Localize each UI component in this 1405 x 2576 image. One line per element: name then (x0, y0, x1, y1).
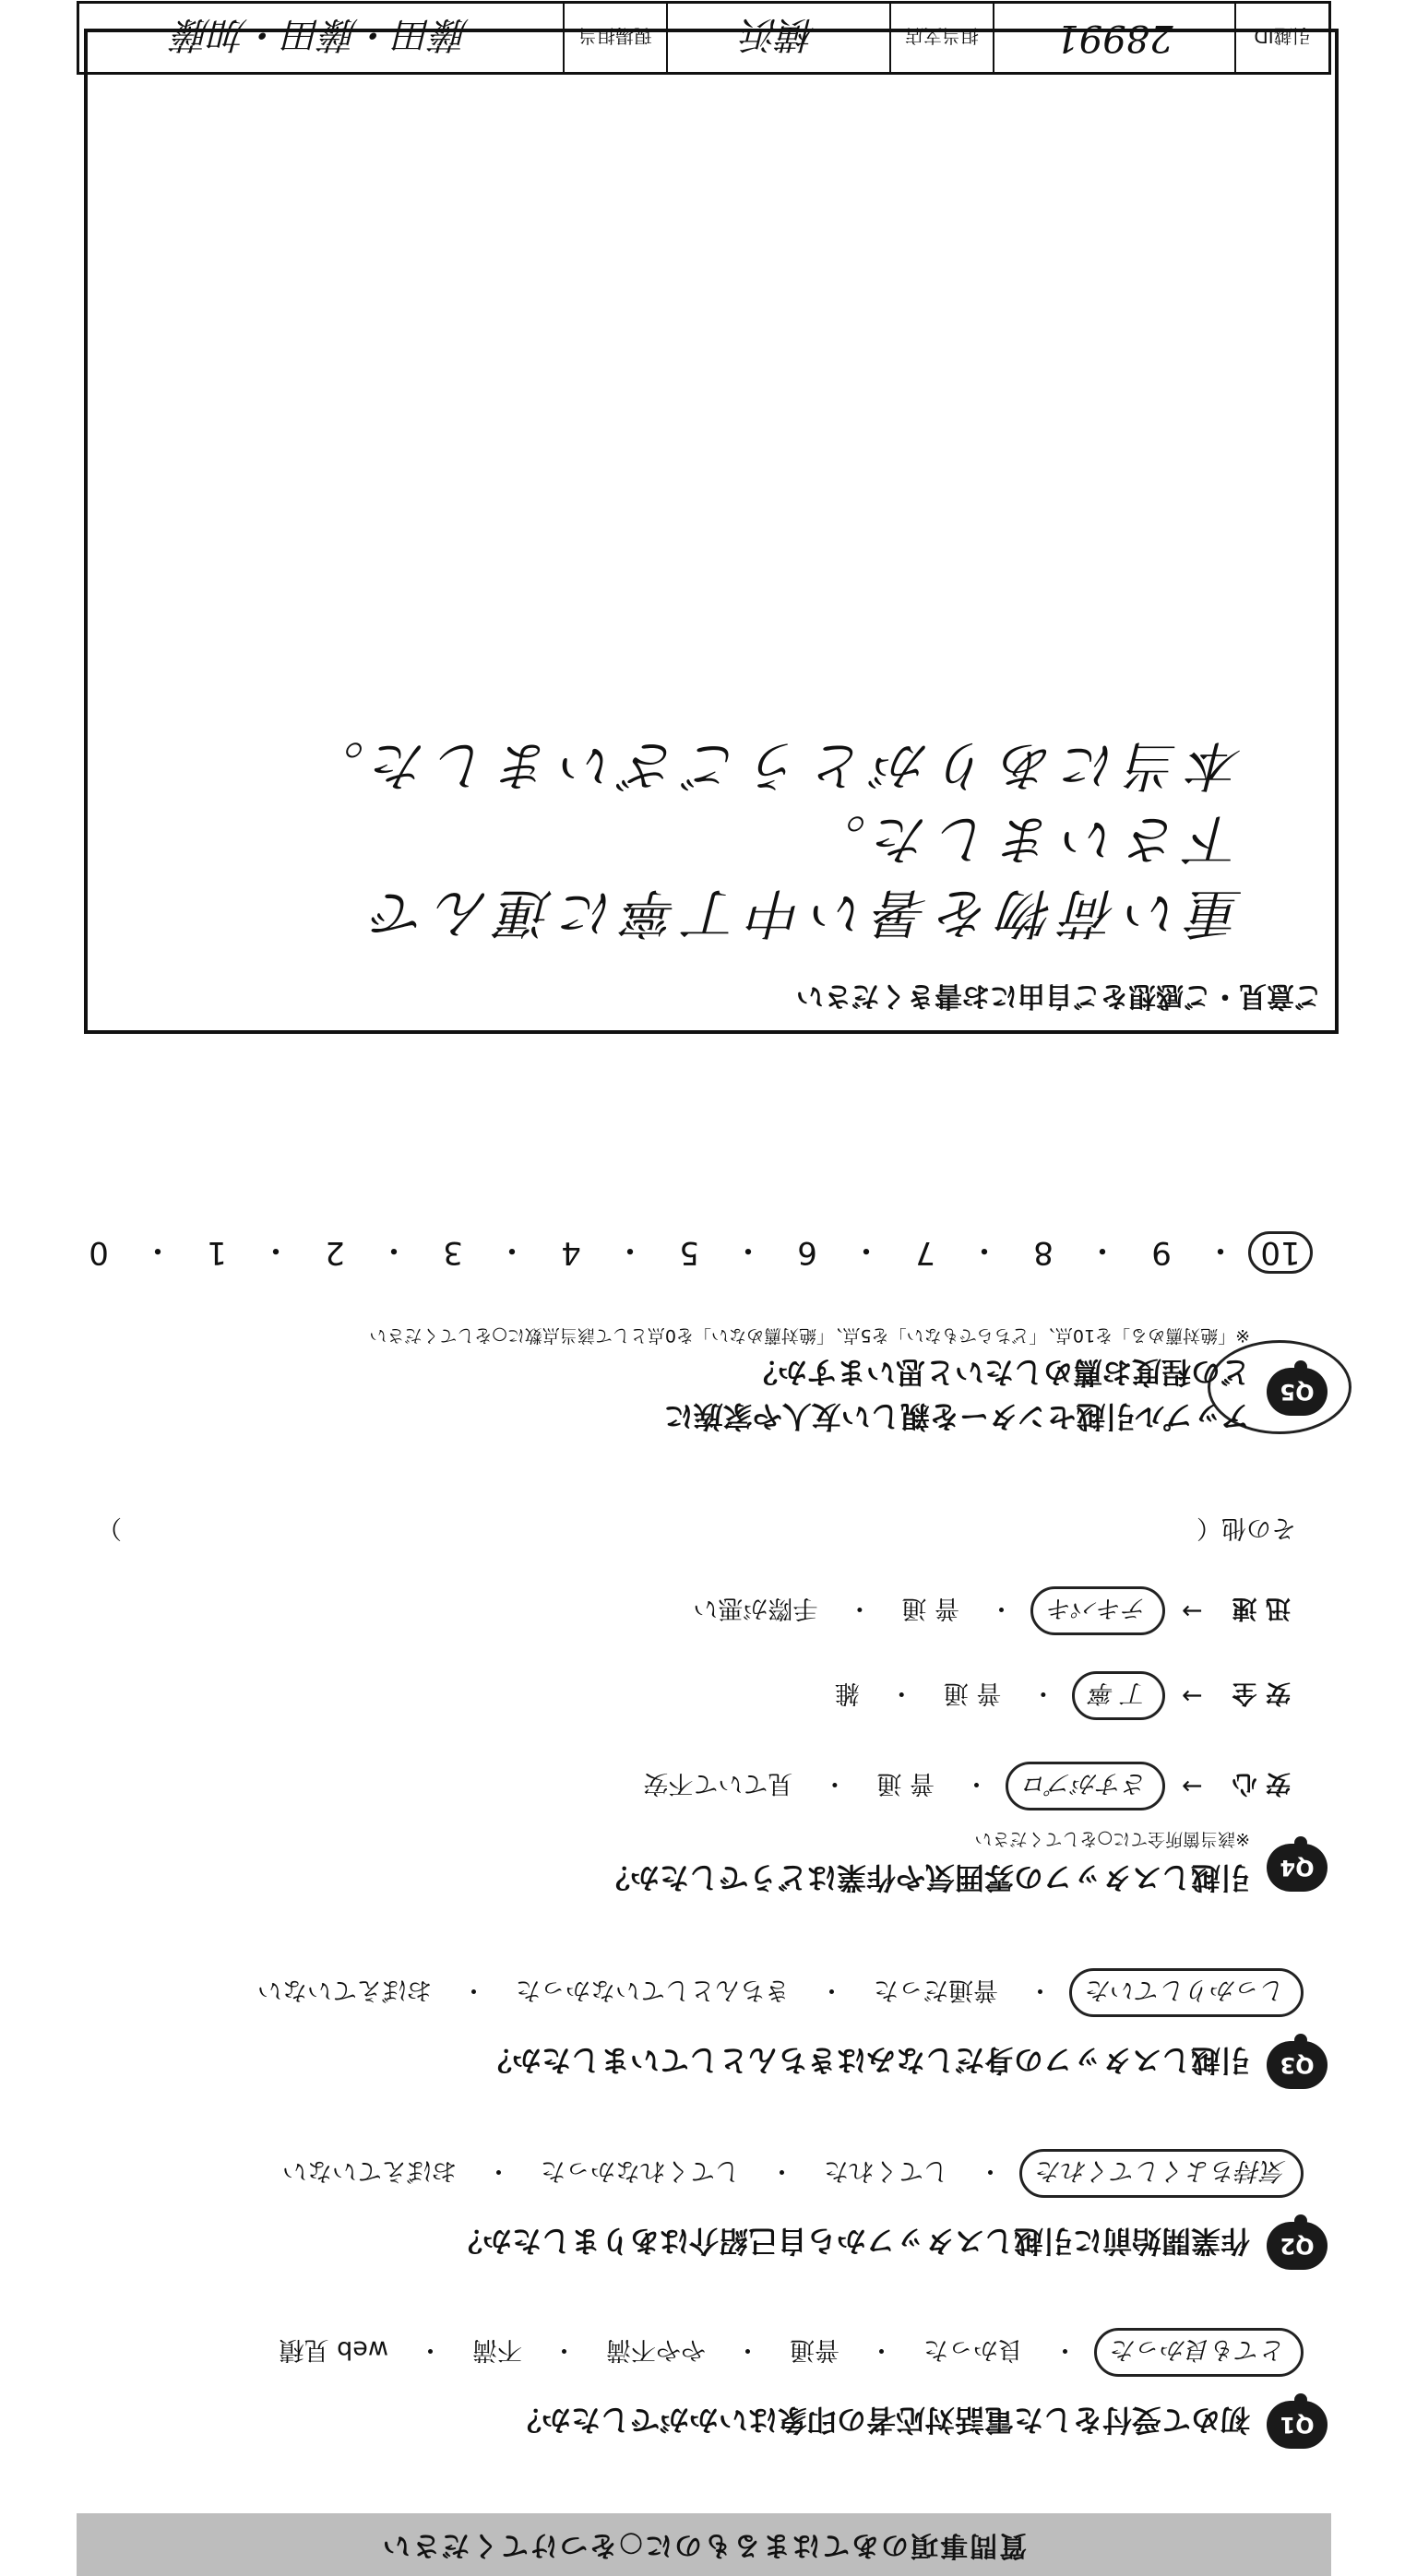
q1-option[interactable]: とても良かった (1094, 2328, 1304, 2377)
q2-option[interactable]: おぼえていない (282, 2156, 457, 2185)
q5-badge: Q5 (1267, 1368, 1328, 1416)
comment-handwriting-line3: 本当にありがとうございました。 (301, 734, 1243, 797)
q3-option[interactable]: 普通だった (874, 1976, 998, 2004)
staff-value[interactable]: 藤田・藤田・加藤 (173, 13, 469, 56)
q4-row-label: 迅 速 (1232, 1594, 1291, 1622)
move-id-label: 引越ID (1234, 4, 1328, 72)
comment-handwriting-line1: 重い荷物を暑い中丁寧に運んで (363, 882, 1243, 944)
q5-score[interactable]: 6 (797, 1234, 817, 1272)
q5-score[interactable]: 5 (679, 1234, 699, 1272)
branch-value[interactable]: 横浜 (666, 4, 889, 72)
q5-score[interactable]: 4 (561, 1234, 581, 1272)
q4-option[interactable]: 見ていて不安 (643, 1769, 793, 1798)
q1-option[interactable]: web 見積 (279, 2335, 388, 2364)
q2-text: 作業開始前に引越しスタッフから自己紹介はありましたか？ (452, 2224, 1250, 2259)
q3-badge: Q3 (1267, 2041, 1328, 2089)
q4-other-label: その他（ (1197, 1514, 1296, 1542)
q4-option[interactable]: 普 通 (901, 1594, 959, 1622)
q1-option[interactable]: やや不満 (606, 2335, 706, 2364)
q5-line2: どの程度お薦めしたいと思いますか？ (747, 1355, 1250, 1390)
info-table (77, 1, 1331, 75)
q5-score[interactable]: 0 (89, 1234, 109, 1272)
q4-badge: Q4 (1267, 1844, 1328, 1892)
q1-badge: Q1 (1267, 2401, 1328, 2449)
q2-option[interactable]: 気持ちよくしてくれた (1019, 2149, 1304, 2198)
move-id-value[interactable]: 28991 (993, 4, 1234, 72)
q4-row-anshin: 安 心 → さすがプロ ・ 普 通 ・ 見ていて不安 (630, 1762, 1304, 1810)
q4-other (97, 1513, 1296, 1549)
q4-row-anzen: 安 全 → 丁 寧 ・ 普 通 ・ 雑 (822, 1671, 1304, 1720)
q3-option[interactable]: おぼえていない (257, 1976, 432, 2004)
q3-text: 引越しスタッフの身だしなみはきちんとしていましたか？ (482, 2043, 1250, 2078)
q5-line1: アップル引越センターを親しい友人や家族に (663, 1399, 1250, 1434)
q5-score[interactable]: 8 (1033, 1234, 1054, 1272)
comment-box[interactable] (84, 29, 1339, 1034)
comment-handwriting-line2: 下さいました。 (803, 808, 1243, 871)
q5-score[interactable]: 10 (1248, 1232, 1313, 1275)
q4-text: 引越しスタッフの雰囲気や作業はどうでしたか？ (600, 1860, 1250, 1895)
q5-score[interactable]: 3 (443, 1234, 463, 1272)
q4-row-jinsoku: 迅 速 → テキパキ ・ 普 通 ・ 手際が悪い (680, 1586, 1304, 1635)
q5-score[interactable]: 9 (1151, 1234, 1172, 1272)
q3-options: しっかりしていた ・ 普通だった ・ きちんとしていなかった ・ おぼえていない (244, 1968, 1304, 2017)
q4-option[interactable]: 雑 (834, 1679, 860, 1707)
q3-option[interactable]: しっかりしていた (1069, 1968, 1304, 2017)
q2-option[interactable]: してくれなかった (541, 2156, 740, 2185)
staff-label: 現場担当 (563, 4, 666, 72)
q4-option[interactable]: さすがプロ (1006, 1762, 1165, 1810)
q1-text: 初めて受付をした電話対応者の印象はいかがでしたか？ (511, 2403, 1250, 2438)
q5-scale: 10 ・ 9 ・ 8 ・ 7 ・ 6 ・ 5 ・ 4 ・ 3 ・ 2 ・ 1 ・ 0 (67, 1230, 1313, 1276)
q5-note: ※「絶対薦める」を10点、「どちらでもない」を5点、「絶対薦めない」を0点として該当点数に○をしてください (369, 1325, 1250, 1346)
q4-option[interactable]: 普 通 (876, 1769, 935, 1798)
q2-options: 気持ちよくしてくれた ・ してくれた ・ してくれなかった ・ おぼえていない (269, 2149, 1304, 2198)
q1-option[interactable]: 不満 (472, 2335, 522, 2364)
q4-note: ※該当箇所全てに○をしてください (974, 1829, 1250, 1849)
q5-score[interactable]: 2 (325, 1234, 345, 1272)
q4-row-label: 安 心 (1232, 1769, 1291, 1798)
q2-option[interactable]: してくれた (824, 2156, 948, 2185)
q4-option[interactable]: テキパキ (1030, 1586, 1165, 1635)
q5-score[interactable]: 1 (207, 1234, 227, 1272)
q1-options: とても良かった ・ 良かった ・ 普通 ・ やや不満 ・ 不満 ・ web 見積 (267, 2328, 1304, 2377)
q4-option[interactable]: 普 通 (943, 1679, 1002, 1707)
q4-row-label: 安 全 (1232, 1679, 1291, 1707)
q4-option[interactable]: 丁 寧 (1072, 1671, 1165, 1720)
instruction-text: 質問事項のあてはまるものに○をつけてください (380, 2529, 1028, 2561)
q5-score[interactable]: 7 (915, 1234, 935, 1272)
q1-option[interactable]: 良かった (923, 2335, 1023, 2364)
instruction-banner (77, 2513, 1331, 2576)
q2-badge: Q2 (1267, 2222, 1328, 2270)
branch-label: 担当支店 (889, 4, 993, 72)
comment-heading: ご意見・ご感想をご自由にお書きください (796, 979, 1322, 1012)
q4-other-close: ） (97, 1514, 122, 1542)
q4-option[interactable]: 手際が悪い (693, 1594, 818, 1622)
q3-option[interactable]: きちんとしていなかった (516, 1976, 790, 2004)
q1-option[interactable]: 普通 (790, 2335, 839, 2364)
